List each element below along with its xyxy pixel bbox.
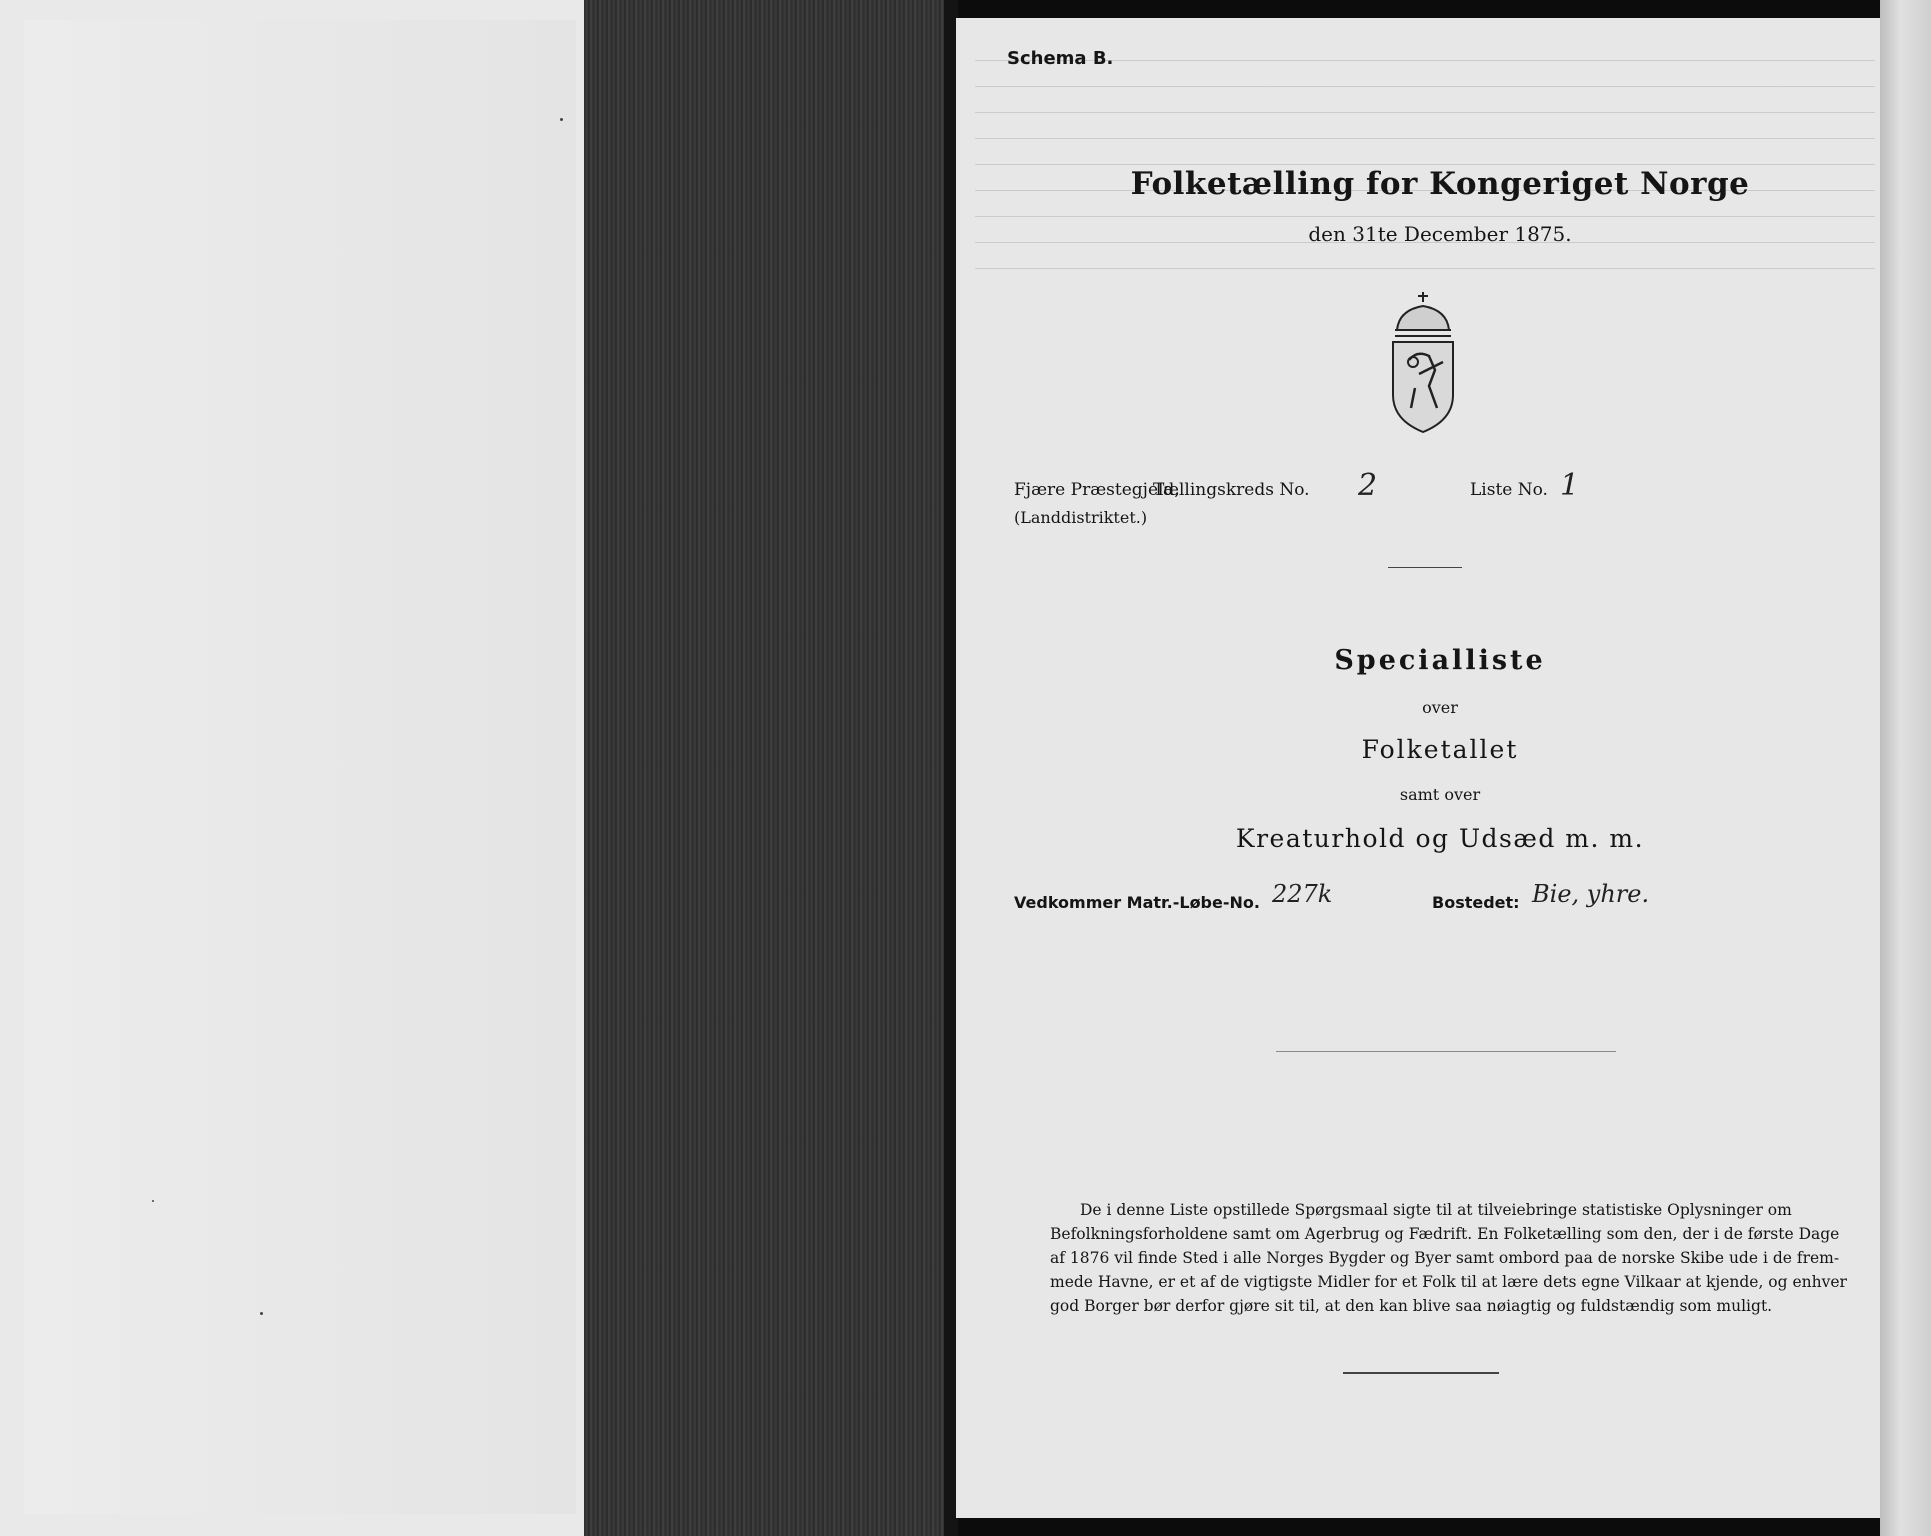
bosted-label: Bostedet: (1432, 893, 1520, 912)
bosted-value: Bie, yhre. (1532, 880, 1650, 908)
kreds-value: 2 (1358, 468, 1378, 503)
left-blank-sheet (24, 20, 576, 1514)
heading-specialliste: Specialliste (1334, 645, 1546, 676)
speck (560, 118, 563, 121)
coat-of-arms-icon (1385, 290, 1461, 440)
binding-spine (584, 0, 954, 1536)
divider (1343, 1372, 1499, 1374)
paragraph-line: god Borger bør derfor gjøre sit til, at den kan blive saa nøiagtig og fuldstændig som muligt. (1050, 1297, 1773, 1315)
paragraph-line: mede Havne, er et af de vigtigste Midler for et Folk til at lære dets egne Vilkaar at kjende, og enhver (1050, 1273, 1847, 1291)
heading-over: over (1422, 698, 1458, 717)
heading-kreaturhold: Kreaturhold og Udsæd m. m. (1235, 824, 1645, 853)
liste-label: Liste No. (1470, 480, 1548, 500)
page-stack-edge (1880, 0, 1931, 1536)
divider (1388, 567, 1462, 568)
schema-label: Schema B. (1007, 48, 1114, 69)
matr-value: 227k (1272, 880, 1333, 908)
page-title: Folketælling for Kongeriget Norge (1130, 166, 1750, 202)
kreds-label: Tællingskreds No. (1153, 480, 1310, 500)
paragraph-line: Befolkningsforholdene samt om Agerbrug og Fædrift. En Folketælling som den, der i de første Dage (1050, 1225, 1840, 1243)
heading-samt-over: samt over (1399, 785, 1481, 804)
heading-folketallet: Folketallet (1361, 735, 1519, 764)
liste-value: 1 (1560, 468, 1580, 503)
census-date: den 31te December 1875. (1308, 222, 1572, 246)
paragraph-line: De i denne Liste opstillede Spørgsmaal sigte til at tilveiebringe statistiske Oplysninger om (1080, 1201, 1792, 1219)
prestegjeld-label: Fjære Præstegjeld, (1014, 480, 1180, 500)
speck (152, 1200, 154, 1202)
paragraph-line: af 1876 vil finde Sted i alle Norges Bygder og Byer samt ombord paa de norske Skibe ude i de frem- (1050, 1249, 1840, 1267)
instruction-paragraph (1050, 1198, 1847, 1318)
district-label: (Landdistriktet.) (1014, 508, 1148, 527)
left-page (0, 0, 584, 1536)
speck (260, 1312, 263, 1315)
divider (1276, 1051, 1616, 1052)
matr-label: Vedkommer Matr.-Løbe-No. (1014, 893, 1260, 912)
